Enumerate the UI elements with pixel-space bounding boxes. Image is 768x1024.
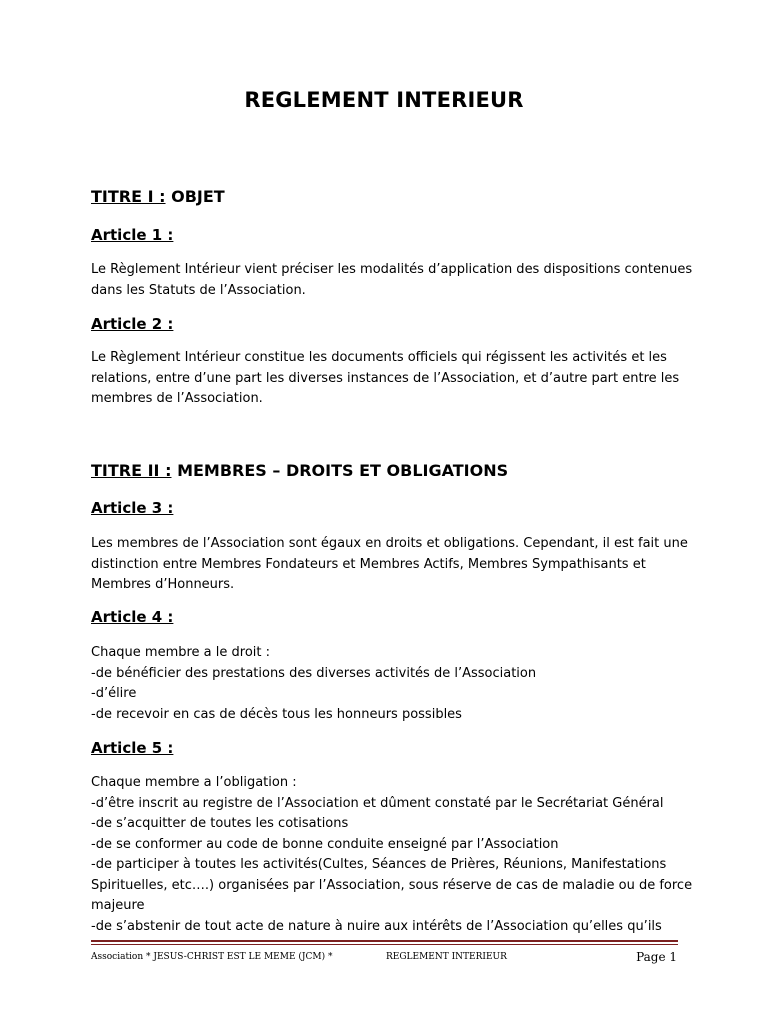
footer-association-name: Association * JESUS-CHRIST EST LE MEME (JCM) * xyxy=(91,952,333,962)
text-line: -d’être inscrit au registre de l’Association et dûment constaté par le Secrétariat Général xyxy=(91,795,664,811)
document-title: REGLEMENT INTERIEUR xyxy=(244,88,524,112)
text-line: dans les Statuts de l’Association. xyxy=(91,282,306,298)
text-line: -de participer à toutes les activités(Cultes, Séances de Prières, Réunions, Manifestations xyxy=(91,857,667,872)
footer-page-number: Page 1 xyxy=(636,950,677,964)
text-line: -de s’abstenir de tout acte de nature à nuire aux intérêts de l’Association qu’elles qu’ils xyxy=(91,918,662,934)
text-line: Le Règlement Intérieur constitue les documents officiels qui régissent les activités et les xyxy=(91,350,667,365)
text-line: Membres d’Honneurs. xyxy=(91,577,235,592)
article-3-heading: Article 3 : xyxy=(91,499,174,517)
article-3-text xyxy=(91,534,688,596)
section-name: MEMBRES – DROITS ET OBLIGATIONS xyxy=(177,461,509,480)
text-line: -de recevoir en cas de décès tous les honneurs possibles xyxy=(91,706,462,722)
text-line: Chaque membre a l’obligation : xyxy=(91,775,297,790)
article-5-text xyxy=(91,773,693,937)
text-line: Spirituelles, etc….) organisées par l’Association, sous réserve de cas de maladie ou de force xyxy=(91,877,693,893)
text-line: Chaque membre a le droit : xyxy=(91,645,270,660)
text-line: relations, entre d’une part les diverses instances de l’Association, et d’autre part entre les xyxy=(91,370,680,386)
section-label: TITRE II : xyxy=(91,461,172,480)
text-line: membres de l’Association. xyxy=(91,391,263,406)
footer-rule-thick xyxy=(91,940,678,942)
section-heading-titre-1 xyxy=(91,187,225,206)
text-line: -de se conformer au code de bonne conduite enseigné par l’Association xyxy=(91,836,559,852)
article-4-heading: Article 4 : xyxy=(91,608,174,626)
article-4-text xyxy=(91,643,681,725)
text-line: distinction entre Membres Fondateurs et Membres Actifs, Membres Sympathisants et xyxy=(91,556,646,572)
footer-rule-thin xyxy=(91,944,678,945)
text-line: majeure xyxy=(91,898,145,913)
section-heading-titre-2 xyxy=(91,461,508,480)
footer-document-name: REGLEMENT INTERIEUR xyxy=(386,952,507,962)
text-line: -de s’acquitter de toutes les cotisations xyxy=(91,816,349,831)
article-1-text xyxy=(91,260,693,301)
text-line: -de bénéficier des prestations des diverses activités de l’Association xyxy=(91,665,537,681)
article-2-heading: Article 2 : xyxy=(91,315,174,333)
article-5-heading: Article 5 : xyxy=(91,739,174,757)
section-name: OBJET xyxy=(171,187,225,206)
text-line: Les membres de l’Association sont égaux en droits et obligations. Cependant, il est fait une xyxy=(91,536,688,551)
article-2-text xyxy=(91,348,681,410)
text-line: Le Règlement Intérieur vient préciser les modalités d’application des dispositions contenues xyxy=(91,262,693,277)
article-1-heading: Article 1 : xyxy=(91,226,174,244)
section-label: TITRE I : xyxy=(91,187,166,206)
text-line: -d’élire xyxy=(91,686,137,701)
